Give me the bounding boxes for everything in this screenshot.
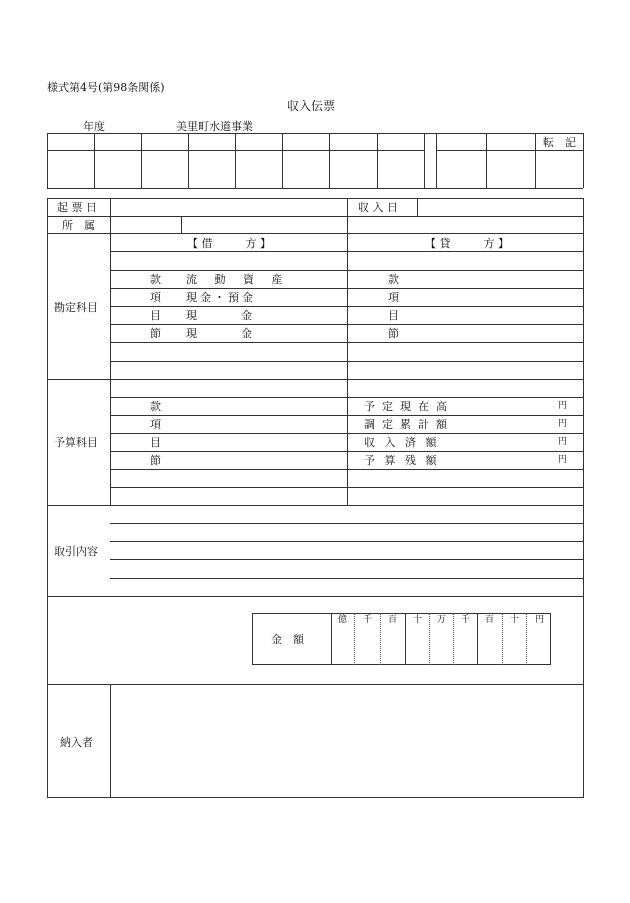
debit-level-moku: 目 (150, 309, 161, 322)
yen-unit: 円 (558, 437, 568, 447)
debit-header: 【 借 方 】 (187, 237, 271, 250)
digit-header-oku: 億 (338, 615, 348, 625)
yen-unit: 円 (558, 401, 568, 411)
form-number: 様式第4号(第98条関係) (47, 81, 165, 94)
amount-label: 金 額 (271, 633, 304, 646)
digit-header-juu2: 十 (510, 615, 520, 625)
fiscal-year-label: 年度 (83, 120, 105, 133)
debit-level-kan: 款 (150, 273, 161, 286)
budget-level-kou: 項 (150, 418, 161, 431)
issue-date-label: 起 票 日 (57, 201, 97, 214)
budget-received-label: 収 入 済 額 (364, 436, 440, 449)
budget-level-moku: 目 (150, 436, 161, 449)
credit-header: 【 貸 方 】 (425, 237, 509, 250)
budget-level-setsu: 節 (150, 454, 161, 467)
digit-header-sen: 千 (363, 615, 373, 625)
digit-header-en: 円 (535, 615, 545, 625)
department-label: 所 属 (62, 219, 95, 232)
digit-header-hyaku2: 百 (485, 615, 495, 625)
page-title: 収入伝票 (287, 99, 336, 113)
transfer-label: 転 記 (543, 136, 576, 149)
budget-remaining-label: 予 算 残 額 (364, 454, 440, 467)
payer-section-label: 納入者 (60, 736, 93, 749)
debit-level-setsu: 節 (150, 327, 161, 340)
credit-level-moku: 目 (388, 309, 399, 322)
organization-name: 美里町水道事業 (176, 120, 253, 133)
account-section-label: 勘定科目 (54, 301, 98, 314)
credit-level-kan: 款 (388, 273, 399, 286)
yen-unit: 円 (558, 455, 568, 465)
digit-header-juu: 十 (413, 615, 423, 625)
yen-unit: 円 (558, 419, 568, 429)
budget-scheduled-balance-label: 予定現在高 (364, 400, 454, 413)
debit-name-moku: 現 金 (186, 309, 252, 322)
digit-header-man: 万 (437, 615, 447, 625)
debit-name-kan: 流 動 資 産 (186, 273, 290, 286)
budget-level-kan: 款 (150, 400, 161, 413)
digit-header-sen2: 千 (461, 615, 471, 625)
debit-name-setsu: 現 金 (186, 327, 252, 340)
credit-level-setsu: 節 (388, 327, 399, 340)
receipt-date-label: 収 入 日 (358, 201, 398, 214)
digit-header-hyaku: 百 (388, 615, 398, 625)
transaction-section-label: 取引内容 (54, 545, 98, 558)
debit-name-kou: 現金・預金 (186, 291, 256, 304)
budget-section-label: 予算科目 (54, 436, 98, 449)
credit-level-kou: 項 (388, 291, 399, 304)
debit-level-kou: 項 (150, 291, 161, 304)
budget-cumulative-label: 調定累計額 (364, 418, 454, 431)
